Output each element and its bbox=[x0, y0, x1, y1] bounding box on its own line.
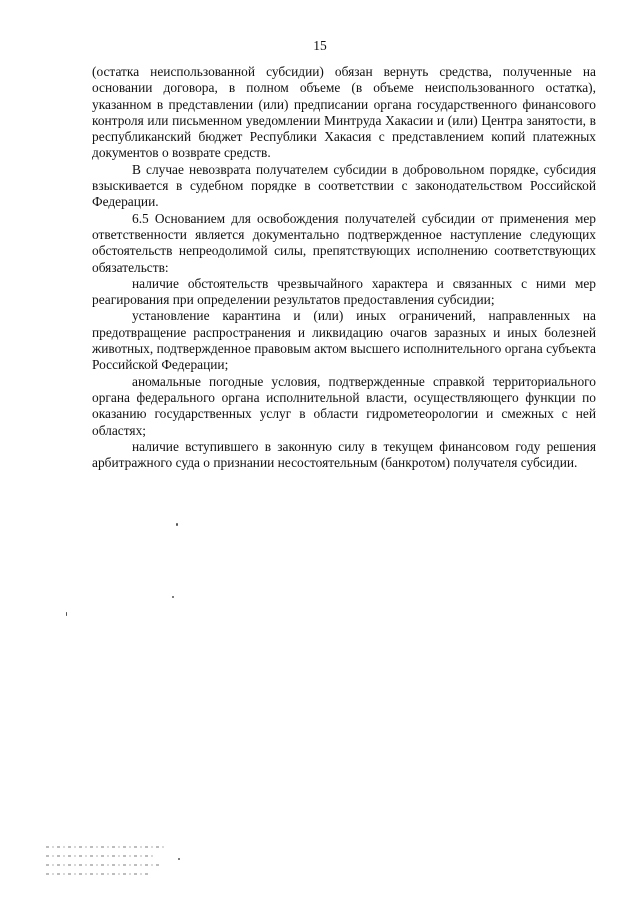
scan-speck bbox=[66, 612, 67, 616]
paragraph-weather-conditions: аномальные погодные условия, подтвержденные справкой территориального органа федерального органа исполнительной власти, осуществляющего функции по оказанию государственных услуг в области гидрометеорологии и смежных с ней областях; bbox=[92, 373, 596, 438]
paragraph-quarantine: установление карантина и (или) иных ограничений, направленных на предотвращение распространения и ликвидацию очагов заразных и иных болезней животных, подтвержденное правовым актом высшего исполнительного органа субъекта Российской Федерации; bbox=[92, 308, 596, 373]
page-number: 15 bbox=[313, 38, 327, 53]
footer-scan-mark bbox=[46, 846, 164, 892]
paragraph-court-recovery: В случае невозврата получателем субсидии в добровольном порядке, субсидия взыскивается в судебном порядке в соответствии с законодательством Российской Федерации. bbox=[92, 161, 596, 210]
paragraph-emergency-circumstances: наличие обстоятельств чрезвычайного характера и связанных с ними мер реагирования при определении результатов предоставления субсидии; bbox=[92, 275, 596, 308]
scan-speck bbox=[172, 596, 174, 598]
paragraph-bankruptcy: наличие вступившего в законную силу в текущем финансовом году решения арбитражного суда о признании несостоятельным (банкротом) получателя субсидии. bbox=[92, 438, 596, 471]
paragraph-refund-obligation: (остатка неиспользованной субсидии) обязан вернуть средства, полученные на основании договора, в полном объеме (в объеме неиспользованного остатка), указанном в представлении (или) предписании органа государственного финансового контроля или письменном уведомлении Минтруда Хакасии и (или) Центра занятости, в республиканский бюджет Республики Хакасия с представлением копий платежных документов о возврате средств. bbox=[92, 64, 596, 161]
document-body bbox=[92, 64, 596, 471]
scan-speck bbox=[178, 858, 180, 860]
scan-speck bbox=[176, 523, 178, 526]
paragraph-force-majeure-basis: 6.5 Основанием для освобождения получателей субсидии от применения мер ответственности является документально подтвержденное наступление следующих обстоятельств непреодолимой силы, препятствующих исполнению соответствующих обязательств: bbox=[92, 210, 596, 275]
